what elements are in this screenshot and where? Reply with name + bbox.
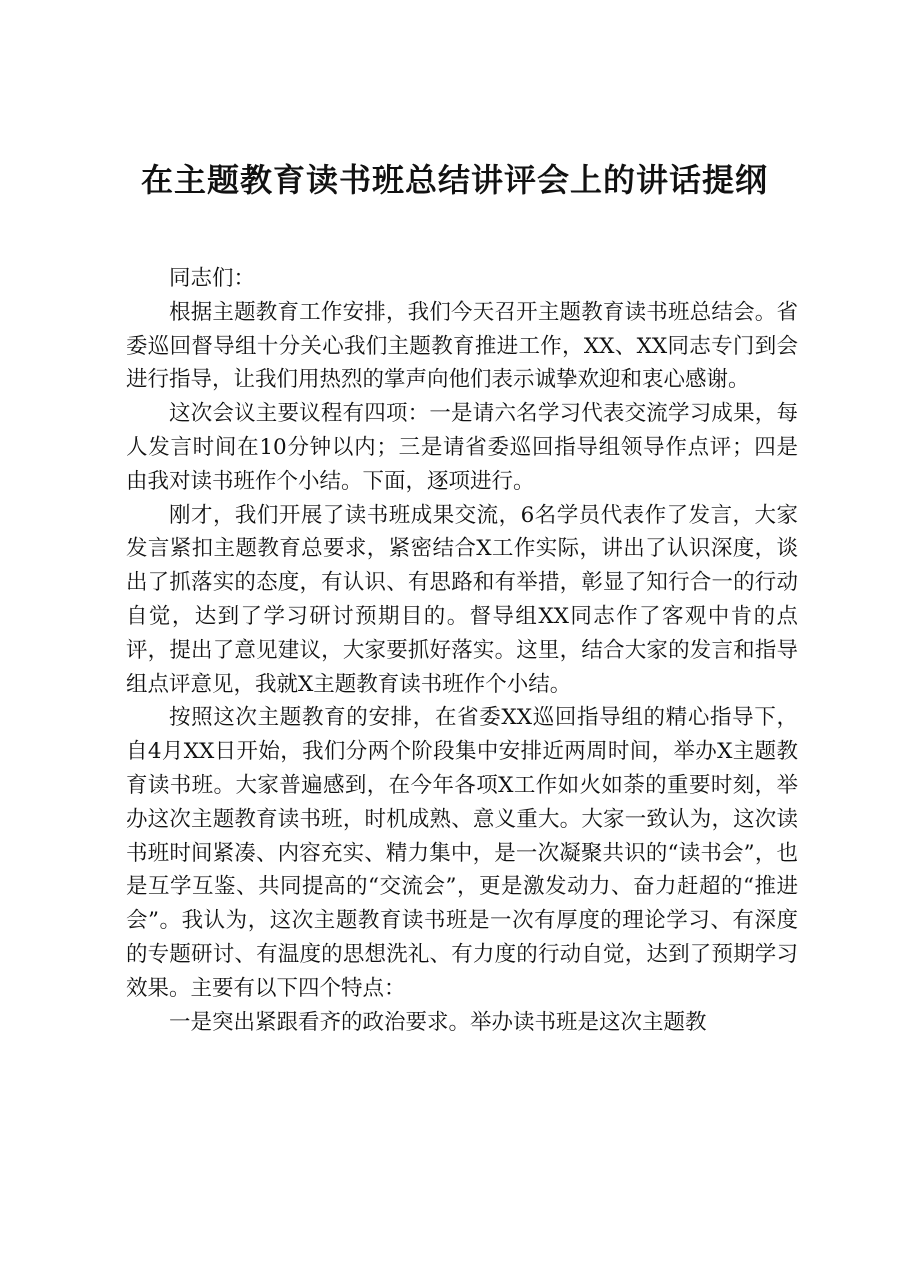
salutation-paragraph: 同志们： (169, 266, 256, 291)
body-paragraph: 按照这次主题教育的安排，在省委XX巡回指导组的精心指导下，自4月XX日开始，我们分两个阶段集中安排近两周时间，举办X主题教育读书班。大家普遍感到，在今年各项X工作如火如荼的重要时刻，举办这次主题教育读书班，时机成熟、意义重大。大家一致认为，这次读书班时间紧凑、内容充实、精力集中，是一次凝聚共识的“读书会”，也是互学互鉴、共同提高的“交流会”，更是激发动力、奋力赶超的“推进会”。我认为，这次主题教育读书班是一次有厚度的理论学习、有深度的专题研讨、有温度的思想洗礼、有力度的行动自觉，达到了预期学习效果。主要有以下四个特点： (126, 705, 798, 1001)
document-title: 在主题教育读书班总结讲评会上的讲话提纲 (140, 161, 768, 199)
body-paragraph: 刚才，我们开展了读书班成果交流，6名学员代表作了发言，大家发言紧扣主题教育总要求，紧密结合X工作实际，讲出了认识深度，谈出了抓落实的态度，有认识、有思路和有举措，彰显了知行合一的行动自觉，达到了学习研讨预期目的。督导组XX同志作了客观中肯的点评，提出了意见建议，大家要抓好落实。这里，结合大家的发言和指导组点评意见，我就X主题教育读书班作个小结。 (126, 502, 798, 697)
body-paragraph: 根据主题教育工作安排，我们今天召开主题教育读书班总结会。省委巡回督导组十分关心我们主题教育推进工作，XX、XX同志专门到会进行指导，让我们用热烈的掌声向他们表示诚挚欢迎和衷心感谢。 (126, 299, 798, 393)
body-paragraph: 这次会议主要议程有四项：一是请六名学习代表交流学习成果，每人发言时间在10分钟以内；三是请省委巡回指导组领导作点评；四是由我对读书班作个小结。下面，逐项进行。 (126, 401, 798, 494)
body-paragraph: 一是突出紧跟看齐的政治要求。举办读书班是这次主题教 (169, 1009, 707, 1035)
document-body (126, 262, 798, 1039)
